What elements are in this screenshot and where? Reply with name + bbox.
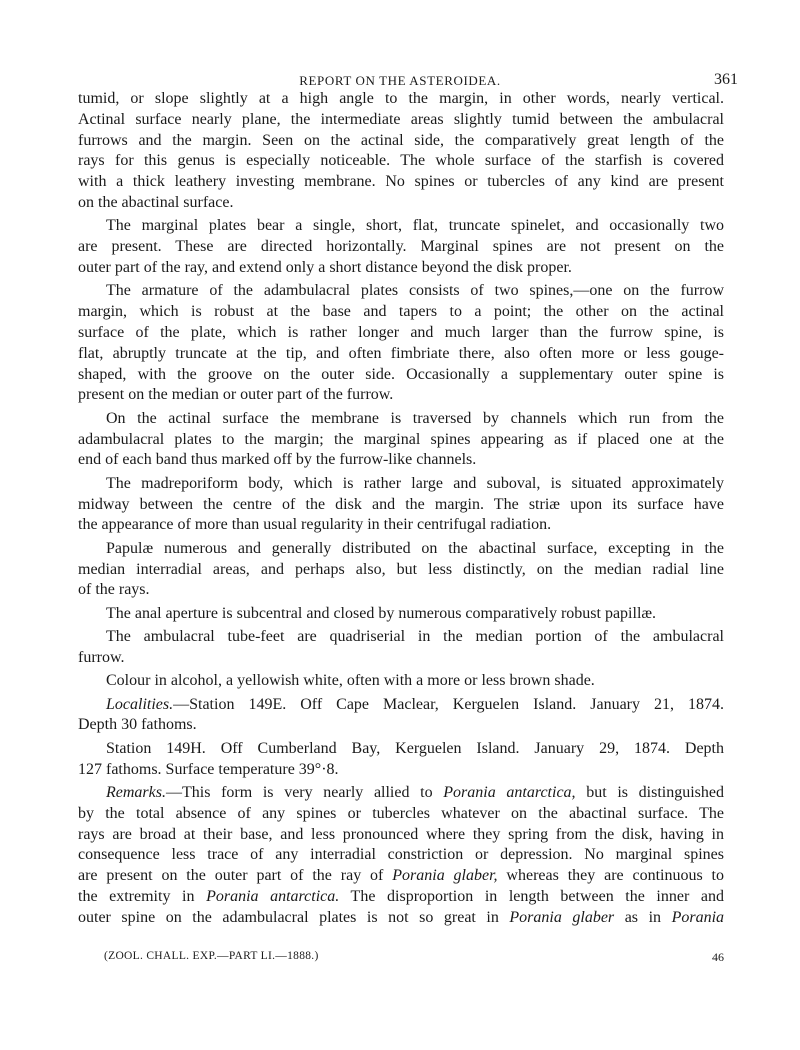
text-segment: but is distinguished — [575, 784, 725, 802]
text-line: with a thick leathery investing membrane. No spines or tubercles of any kind are present — [78, 173, 724, 191]
text-segment: outer spine on the adambulacral plates is not so great in — [78, 908, 510, 926]
text-line: On the actinal surface the membrane is traversed by channels which run from the — [106, 409, 724, 427]
text-segment: the extremity in — [78, 888, 207, 906]
paragraph — [78, 216, 724, 278]
text-line: Papulæ numerous and generally distributed on the abactinal surface, excepting in the — [106, 539, 724, 557]
paragraph — [78, 695, 724, 737]
body-text — [78, 89, 724, 931]
paragraph — [78, 474, 724, 536]
text-line — [78, 695, 724, 716]
paragraph — [78, 671, 724, 692]
text-line — [78, 866, 724, 887]
text-line: Station 149H. Off Cumberland Bay, Kerguelen Island. January 29, 1874. Depth — [106, 739, 724, 757]
text-line: The marginal plates bear a single, short, flat, truncate spinelet, and occasionally two — [106, 217, 724, 235]
text-line: furrow. — [78, 648, 125, 666]
text-line: end of each band thus marked off by the furrow-like channels. — [78, 451, 477, 469]
text-line: The ambulacral tube-feet are quadriserial in the median portion of the ambulacral — [106, 628, 724, 646]
paragraph — [78, 739, 724, 781]
page-number: 361 — [714, 71, 738, 88]
text-segment: as in — [614, 908, 672, 926]
italic-text: Porania antarctica. — [206, 888, 340, 906]
text-line: flat, abruptly truncate at the tip, and often fimbriate there, also often more or less gouge- — [78, 344, 724, 362]
text-line: median interradial areas, and perhaps also, but less distinctly, on the median radial line — [78, 560, 724, 578]
italic-text: Porania antarctica, — [443, 784, 576, 802]
text-line: midway between the centre of the disk and the margin. The striæ upon its surface have — [78, 495, 724, 513]
text-line: adambulacral plates to the margin; the marginal spines appearing as if placed one at the — [78, 430, 724, 448]
paragraph — [78, 89, 724, 214]
text-line — [78, 908, 724, 929]
text-segment: —Station 149E. Off Cape Maclear, Kerguelen Island. January 21, 1874. — [173, 695, 724, 713]
italic-text: Localities. — [106, 695, 174, 713]
paragraph — [78, 281, 724, 406]
text-line: surface of the plate, which is rather longer and much larger than the furrow spine, is — [78, 323, 724, 341]
paragraph — [78, 409, 724, 471]
text-segment: are present on the outer part of the ray of — [78, 867, 393, 885]
text-line: the appearance of more than usual regularity in their centrifugal radiation. — [78, 516, 552, 534]
text-line: Actinal surface nearly plane, the intermediate areas slightly tumid between the ambulacral — [78, 110, 724, 128]
paragraph — [78, 539, 724, 601]
text-line: of the rays. — [78, 581, 150, 599]
text-line: rays are broad at their base, and less pronounced where they spring from the disk, having in — [78, 825, 724, 843]
text-line: furrows and the margin. Seen on the actinal side, the comparatively great length of the — [78, 131, 724, 149]
paragraph — [78, 783, 724, 929]
text-line: are present. These are directed horizontally. Marginal spines are not present on the — [78, 238, 724, 256]
text-line — [78, 887, 724, 908]
page-footer — [0, 950, 800, 968]
text-line: The armature of the adambulacral plates consists of two spines,—one on the furrow — [106, 282, 724, 300]
text-line: 127 fathoms. Surface temperature 39°·8. — [78, 760, 339, 778]
italic-text: Porania glaber — [509, 908, 615, 926]
running-head-title: REPORT ON THE ASTEROIDEA. — [299, 73, 501, 88]
italic-text: Porania — [671, 908, 725, 926]
text-line: margin, which is robust at the base and tapers to a point; the other on the actinal — [78, 303, 724, 321]
text-line: Depth 30 fathoms. — [78, 716, 197, 734]
text-line: shaped, with the groove on the outer side. Occasionally a supplementary outer spine is — [78, 365, 724, 383]
running-head — [0, 71, 800, 91]
text-line: outer part of the ray, and extend only a short distance beyond the disk proper. — [78, 258, 572, 276]
text-line: tumid, or slope slightly at a high angle to the margin, in other words, nearly vertical. — [78, 90, 724, 107]
text-line: consequence less trace of any interradial constriction or depression. No marginal spines — [78, 846, 724, 864]
italic-text: Porania glaber, — [392, 867, 498, 885]
text-segment: —This form is very nearly allied to — [165, 784, 444, 802]
text-line: present on the median or outer part of the furrow. — [78, 386, 394, 404]
italic-text: Remarks. — [106, 784, 166, 802]
footer-signature: (ZOOL. CHALL. EXP.—PART LI.—1888.) — [104, 950, 319, 962]
paragraph — [78, 627, 724, 669]
paragraph — [78, 604, 724, 625]
text-line: rays for this genus is especially noticeable. The whole surface of the starfish is covered — [78, 152, 724, 170]
signature-mark: 46 — [712, 950, 724, 964]
text-line: Colour in alcohol, a yellowish white, often with a more or less brown shade. — [106, 672, 595, 690]
text-line: on the abactinal surface. — [78, 193, 234, 211]
text-line: The anal aperture is subcentral and closed by numerous comparatively robust papillæ. — [106, 604, 657, 622]
text-line: The madreporiform body, which is rather large and suboval, is situated approximately — [106, 474, 724, 492]
text-line: by the total absence of any spines or tubercles whatever on the abactinal surface. The — [78, 804, 724, 822]
text-line — [78, 783, 724, 804]
text-segment: The disproportion in length between the inner and — [339, 888, 724, 906]
text-segment: whereas they are continuous to — [497, 867, 725, 885]
